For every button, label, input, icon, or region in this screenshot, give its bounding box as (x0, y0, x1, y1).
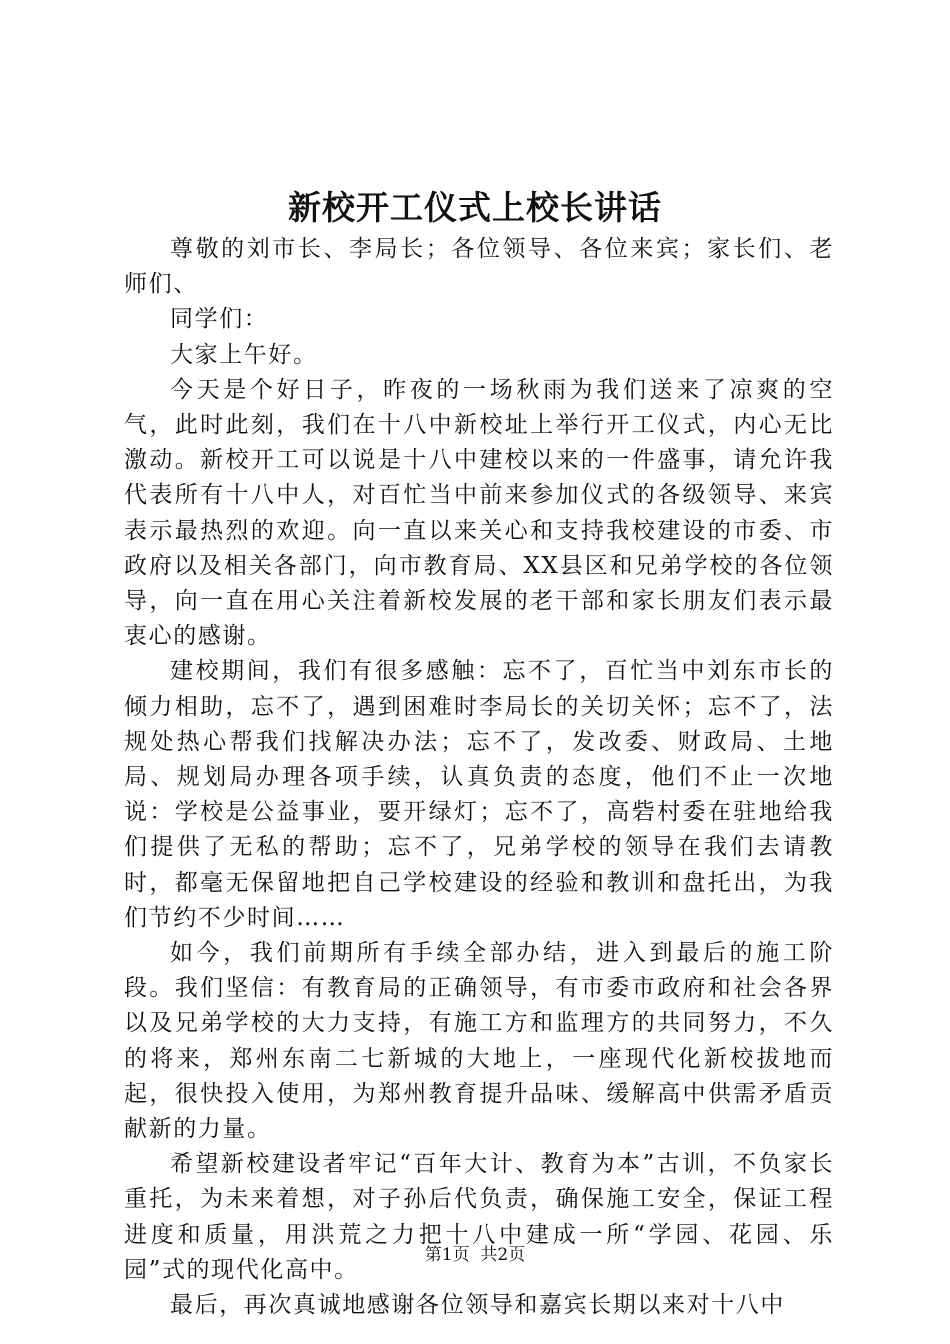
paragraph-salutation: 尊敬的刘市长、李局长；各位领导、各位来宾；家长们、老师们、 (124, 236, 834, 298)
document-title: 新校开工仪式上校长讲话 (288, 188, 662, 227)
paragraph-current-progress: 如今，我们前期所有手续全部办结，进入到最后的施工阶段。我们坚信：有教育局的正确领导，有市委市政府和社会各界以及兄弟学校的大力支持，有施工方和监理方的共同努力，不久的将来，郑州东南二七新城的大地上，一座现代化新校拔地而起，很快投入使用，为郑州教育提升品味、缓解高中供需矛盾贡献新的力量。 (124, 940, 834, 1143)
paragraph-closing: 最后，再次真诚地感谢各位领导和嘉宾长期以来对十八中 (170, 1292, 785, 1319)
paragraph-opening: 今天是个好日子，昨夜的一场秋雨为我们送来了凉爽的空气，此时此刻，我们在十八中新校址上举行开工仪式，内心无比激动。新校开工可以说是十八中建校以来的一件盛事，请允许我代表所有十八中人，对百忙当中前来参加仪式的各级领导、来宾表示最热烈的欢迎。向一直以来关心和支持我校建设的市委、市政府以及相关各部门，向市教育局、XX县区和兄弟学校的各位领导，向一直在用心关注着新校发展的老干部和家长朋友们表示最衷心的感谢。 (124, 376, 834, 650)
paragraph-salutation-students: 同学们： (170, 306, 269, 333)
paragraph-greeting: 大家上午好。 (170, 341, 318, 368)
document-body (124, 232, 834, 1323)
paragraph-construction-memories: 建校期间，我们有很多感触：忘不了，百忙当中刘东市长的倾力相助，忘不了，遇到困难时李局长的关切关怀；忘不了，法规处热心帮我们找解决办法；忘不了，发改委、财政局、土地局、规划局办理各项手续，认真负责的态度，他们不止一次地说：学校是公益事业，要开绿灯；忘不了，高砦村委在驻地给我们提供了无私的帮助；忘不了，兄弟学校的领导在我们去请教时，都毫无保留地把自己学校建设的经验和教训和盘托出，为我们节约不少时间…… (124, 658, 834, 931)
paragraph-hopes: 希望新校建设者牢记“百年大计、教育为本”古训，不负家长重托，为未来着想，对子孙后代负责，确保施工安全，保证工程进度和质量，用洪荒之力把十八中建成一所“学园、花园、乐园”式的现代化高中。 (124, 1151, 834, 1283)
page-footer (0, 1244, 950, 1266)
page-number: 第1页 共2页 (424, 1245, 526, 1265)
